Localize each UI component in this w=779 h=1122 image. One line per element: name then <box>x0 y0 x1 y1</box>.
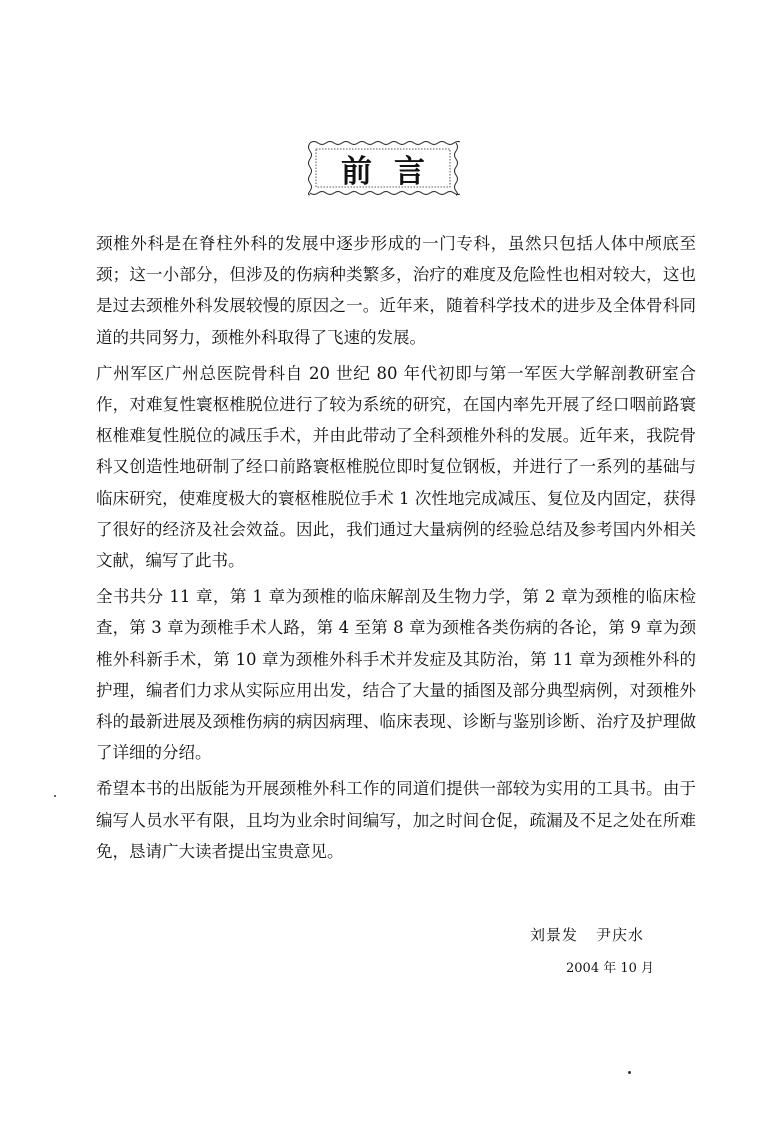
paragraph-3: 全书共分 11 章，第 1 章为颈椎的临床解剖及生物力学，第 2 章为颈椎的临床检查，第 3 章为颈椎手术人路，第 4 至第 8 章为颈椎各类伤病的各论，第 9 章为颈椎外科新手术，第 10 章为颈椎外科手术并发症及其防治，第 11 章为颈椎外科的护理，编者们力求从实际应用出发，结合了大量的插图及部分典型病例，对颈椎外科的最新进展及颈椎伤病的病因病理、临床表现、诊断与鉴别诊断、治疗及护理做了详细的分绍。 <box>96 587 696 763</box>
scan-dot-icon <box>54 795 56 797</box>
author-1: 刘景发 <box>530 926 579 944</box>
paragraph-1: 颈椎外科是在脊柱外科的发展中逐步形成的一门专科，虽然只包括人体中颅底至颈；这一小部分，但涉及的伤病种类繁多，治疗的难度及危险性也相对较大，这也是过去颈椎外科发展较慢的原因之一。近年来，随着科学技术的进步及全体骨科同道的共同努力，颈椎外科取得了飞速的发展。 <box>96 234 696 347</box>
preface-body <box>96 228 696 872</box>
page-title: 前言 <box>341 153 447 190</box>
paragraph-2: 广州军区广州总医院骨科自 20 世纪 80 年代初即与第一军医大学解剖教研室合作，对难复性寰枢椎脱位进行了较为系统的研究，在国内率先开展了经口咽前路寰枢椎难复性脱位的减压手术，并由此带动了全科颈椎外科的发展。近年来，我院骨科又创造性地研制了经口前路寰枢椎脱位即时复位钢板，并进行了一系列的基础与临床研究，使难度极大的寰枢椎脱位手术 1 次性地完成减压、复位及内固定，获得了很好的经济及社会效益。因此，我们通过大量病例的经验总结及参考国内外相关文献，编写了此书。 <box>96 363 696 571</box>
scan-dot-icon <box>628 1071 631 1074</box>
paragraph-4: 希望本书的出版能为开展颈椎外科工作的同道们提供一部较为实用的工具书。由于编写人员水平有限，且均为业余时间编写，加之时间仓促，疏漏及不足之处在所难免，恳请广大读者提出宝贵意见。 <box>96 779 696 861</box>
author-signature <box>530 924 644 945</box>
title-frame <box>306 139 460 197</box>
author-2: 尹庆水 <box>596 926 645 944</box>
signature-date: 2004 年 10 月 <box>566 961 655 976</box>
